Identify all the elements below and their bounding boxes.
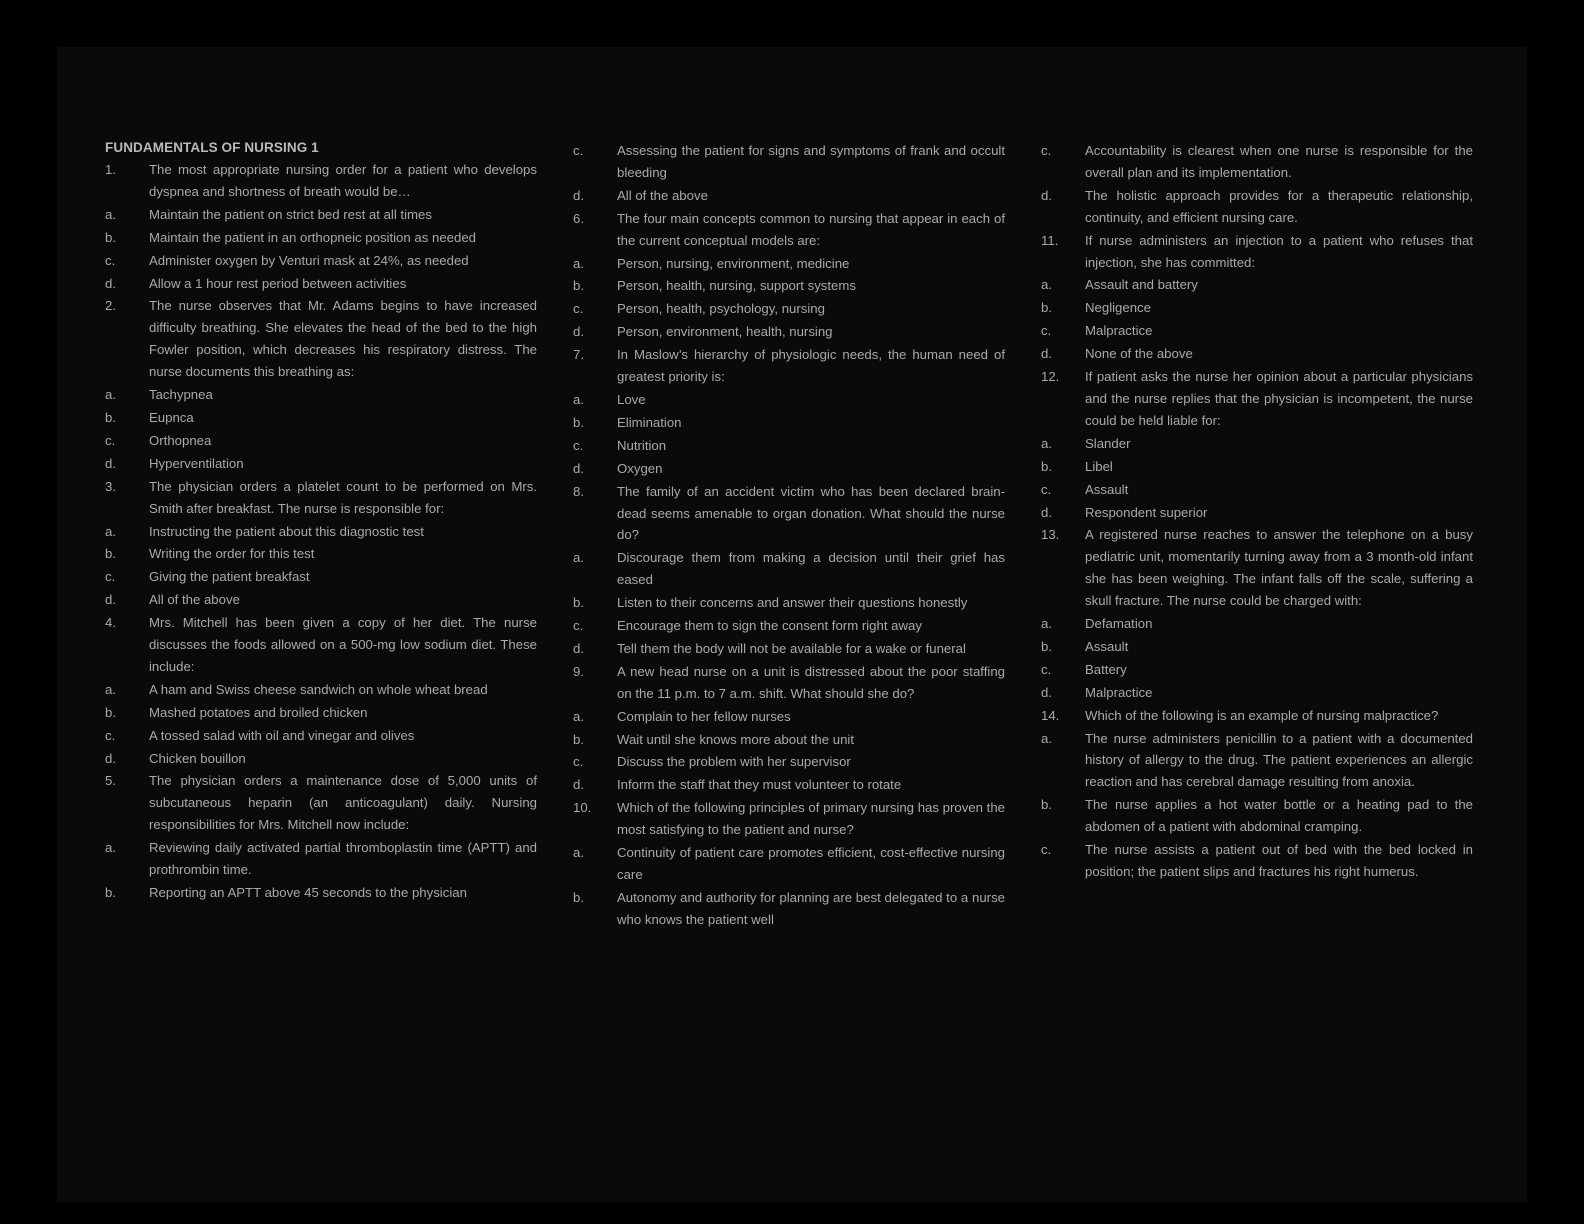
answer-option: [105, 589, 537, 611]
answer-option: [573, 458, 1005, 480]
item-marker: d.: [1041, 684, 1052, 700]
item-text: All of the above: [149, 592, 240, 608]
question-item: [573, 797, 1005, 841]
item-text: Allow a 1 hour rest period between activities: [149, 275, 407, 291]
item-text: Person, nursing, environment, medicine: [617, 255, 850, 271]
column-2: [573, 140, 1005, 932]
item-marker: a.: [573, 391, 584, 407]
item-marker: b.: [573, 889, 584, 905]
item-text: Person, environment, health, nursing: [617, 324, 833, 340]
answer-option: [1041, 502, 1473, 524]
question-item: [573, 344, 1005, 388]
item-marker: 12.: [1041, 369, 1060, 385]
item-marker: d.: [573, 324, 584, 340]
answer-option: [1041, 794, 1473, 838]
item-text: Orthopnea: [149, 432, 212, 448]
question-item: [1041, 366, 1473, 432]
item-marker: a.: [1041, 616, 1052, 632]
item-text: The four main concepts common to nursing that appear in each of the current conceptual models are:: [617, 210, 1005, 248]
item-marker: b.: [1041, 638, 1052, 654]
item-marker: b.: [105, 704, 116, 720]
item-marker: 6.: [573, 210, 584, 226]
item-text: Reporting an APTT above 45 seconds to the physician: [149, 885, 467, 900]
item-text: In Maslow’s hierarchy of physiologic needs, the human need of greatest priority is:: [617, 347, 1005, 385]
item-marker: d.: [573, 777, 584, 793]
answer-option: [573, 140, 1005, 184]
item-text: Mashed potatoes and broiled chicken: [149, 704, 368, 720]
answer-option: [105, 882, 537, 904]
item-text: A new head nurse on a unit is distressed about the poor staffing on the 11 p.m. to 7 a.m. shift. What should she do?: [617, 663, 1005, 701]
item-text: The nurse observes that Mr. Adams begins to have increased difficulty breathing. She elevates the head of the bed to the high Fowler position, which decreases his respiratory distress. The nurse documents this breathing as:: [149, 298, 537, 380]
item-marker: c.: [105, 252, 116, 268]
answer-option: [573, 435, 1005, 457]
item-marker: c.: [1041, 323, 1052, 339]
item-marker: b.: [573, 278, 584, 294]
item-text: Which of the following principles of primary nursing has proven the most satisfying to the patient and nurse?: [617, 800, 1005, 838]
answer-option: [1041, 274, 1473, 296]
item-text: The holistic approach provides for a therapeutic relationship, continuity, and efficient nursing care.: [1085, 187, 1473, 225]
answer-option: [105, 748, 537, 770]
question-item: [105, 770, 537, 836]
item-text: Slander: [1085, 435, 1131, 451]
item-text: Tell them the body will not be available for a wake or funeral: [617, 640, 966, 656]
answer-option: [1041, 433, 1473, 455]
answer-option: [1041, 297, 1473, 319]
item-marker: b.: [1041, 797, 1052, 813]
question-item: [573, 481, 1005, 547]
item-text: Elimination: [617, 414, 682, 430]
answer-option: [573, 592, 1005, 614]
item-text: Person, health, psychology, nursing: [617, 301, 825, 317]
item-text: Maintain the patient on strict bed rest at all times: [149, 206, 432, 222]
item-text: Defamation: [1085, 616, 1153, 632]
answer-option: [1041, 456, 1473, 478]
item-text: Instructing the patient about this diagnostic test: [149, 523, 424, 539]
answer-option: [1041, 682, 1473, 704]
item-text: The nurse administers penicillin to a patient with a documented history of allergy to the drug. The patient experiences an allergic reaction and has cerebral damage resulting from anoxia.: [1085, 730, 1473, 790]
answer-option: [573, 842, 1005, 886]
item-text: Assault: [1085, 638, 1129, 654]
item-marker: c.: [573, 301, 584, 317]
item-text: Oxygen: [617, 460, 663, 476]
item-text: Which of the following is an example of nursing malpractice?: [1085, 707, 1439, 723]
item-text: A ham and Swiss cheese sandwich on whole wheat bread: [149, 681, 488, 697]
item-text: Complain to her fellow nurses: [617, 708, 791, 724]
item-marker: c.: [573, 618, 584, 634]
item-marker: d.: [573, 640, 584, 656]
item-marker: 11.: [1041, 232, 1059, 248]
item-text: The nurse applies a hot water bottle or a heating pad to the abdomen of a patient with abdominal cramping.: [1085, 797, 1473, 835]
item-marker: b.: [105, 885, 116, 900]
item-marker: d.: [1041, 346, 1052, 362]
item-marker: c.: [1041, 481, 1052, 497]
item-text: Nutrition: [617, 437, 667, 453]
answer-option: [105, 725, 537, 747]
answer-option: [573, 298, 1005, 320]
item-text: Mrs. Mitchell has been given a copy of her diet. The nurse discusses the foods allowed on a 500-mg low sodium diet. These include:: [149, 615, 537, 674]
item-text: The physician orders a platelet count to be performed on Mrs. Smith after breakfast. The nurse is responsible for:: [149, 478, 537, 516]
item-text: The nurse assists a patient out of bed with the bed locked in position; the patient slips and fractures his right humerus.: [1085, 842, 1473, 879]
item-text: None of the above: [1085, 346, 1193, 362]
answer-option: [105, 837, 537, 881]
item-marker: a.: [573, 845, 584, 861]
answer-option: [1041, 343, 1473, 365]
item-text: Negligence: [1085, 300, 1151, 316]
item-marker: a.: [573, 255, 584, 271]
item-text: Person, health, nursing, support systems: [617, 278, 856, 294]
answer-option: [105, 204, 537, 226]
question-item: [573, 661, 1005, 705]
answer-option: [573, 751, 1005, 773]
answer-option: [105, 384, 537, 406]
item-marker: a.: [105, 206, 116, 222]
item-text: Discourage them from making a decision until their grief has eased: [617, 550, 1005, 588]
answer-option: [573, 729, 1005, 751]
answer-option: [105, 250, 537, 272]
item-marker: 2.: [105, 298, 116, 314]
answer-option: [573, 185, 1005, 207]
answer-option: [105, 521, 537, 543]
document-page: [57, 47, 1527, 1202]
item-text: Assault and battery: [1085, 277, 1198, 293]
item-text: Hyperventilation: [149, 455, 244, 471]
item-marker: d.: [1041, 504, 1052, 520]
answer-option: [105, 702, 537, 724]
item-marker: a.: [1041, 435, 1052, 451]
item-text: Encourage them to sign the consent form right away: [617, 618, 922, 634]
answer-option: [1041, 839, 1473, 883]
item-text: Maintain the patient in an orthopneic position as needed: [149, 229, 476, 245]
item-text: Administer oxygen by Venturi mask at 24%, as needed: [149, 252, 469, 268]
item-text: Accountability is clearest when one nurse is responsible for the overall plan and its implementation.: [1085, 143, 1473, 180]
item-text: Malpractice: [1085, 684, 1153, 700]
item-marker: 14.: [1041, 707, 1060, 723]
item-marker: 3.: [105, 478, 116, 494]
item-marker: a.: [105, 523, 116, 539]
item-text: Assessing the patient for signs and symptoms of frank and occult bleeding: [617, 143, 1005, 180]
item-marker: c.: [573, 754, 584, 770]
item-marker: c.: [105, 432, 116, 448]
question-item: [105, 159, 537, 203]
item-marker: c.: [1041, 143, 1052, 158]
item-marker: d.: [1041, 187, 1052, 203]
page-title: FUNDAMENTALS OF NURSING 1: [105, 140, 319, 155]
item-text: A tossed salad with oil and vinegar and olives: [149, 727, 415, 743]
question-item: [1041, 230, 1473, 274]
item-text: Giving the patient breakfast: [149, 569, 310, 585]
question-item: [1041, 524, 1473, 612]
answer-option: [105, 430, 537, 452]
item-text: Listen to their concerns and answer their questions honestly: [617, 595, 968, 611]
item-text: Malpractice: [1085, 323, 1153, 339]
item-marker: a.: [1041, 277, 1052, 293]
item-text: Battery: [1085, 661, 1127, 677]
answer-option: [1041, 659, 1473, 681]
answer-option: [105, 566, 537, 588]
item-marker: b.: [1041, 300, 1052, 316]
item-marker: 8.: [573, 483, 584, 499]
item-marker: d.: [105, 275, 116, 291]
item-text: Libel: [1085, 458, 1113, 474]
item-marker: 1.: [105, 162, 116, 177]
item-text: Writing the order for this test: [149, 546, 315, 562]
item-marker: 9.: [573, 663, 584, 679]
item-marker: c.: [1041, 842, 1052, 858]
answer-option: [1041, 185, 1473, 229]
item-text: The physician orders a maintenance dose of 5,000 units of subcutaneous heparin (an anticoagulant) daily. Nursing responsibilities for Mrs. Mitchell now include:: [149, 773, 537, 833]
answer-option: [573, 412, 1005, 434]
item-text: All of the above: [617, 187, 708, 203]
column-3: [1041, 140, 1473, 932]
answer-option: [105, 407, 537, 429]
item-marker: a.: [105, 681, 116, 697]
answer-option: [573, 275, 1005, 297]
item-text: The family of an accident victim who has been declared brain-dead seems amenable to organ donation. What should the nurse do?: [617, 483, 1005, 543]
answer-option: [105, 543, 537, 565]
answer-option: [573, 389, 1005, 411]
answer-option: [573, 887, 1005, 931]
item-marker: a.: [1041, 730, 1052, 746]
item-text: Inform the staff that they must volunteer to rotate: [617, 777, 902, 793]
item-text: Reviewing daily activated partial thromboplastin time (APTT) and prothrombin time.: [149, 840, 537, 878]
question-item: [1041, 705, 1473, 727]
item-marker: a.: [573, 708, 584, 724]
item-marker: 10.: [573, 800, 592, 816]
question-item: [573, 208, 1005, 252]
item-text: Chicken bouillon: [149, 750, 246, 766]
document-body: [105, 140, 1475, 932]
item-text: Love: [617, 391, 646, 407]
answer-option: [1041, 636, 1473, 658]
column-1: [105, 140, 537, 932]
answer-option: [105, 679, 537, 701]
question-item: [105, 476, 537, 520]
answer-option: [1041, 613, 1473, 635]
answer-option: [1041, 479, 1473, 501]
question-item: [105, 612, 537, 678]
item-text: If nurse administers an injection to a patient who refuses that injection, she has committed:: [1085, 232, 1473, 270]
item-marker: b.: [105, 229, 116, 245]
item-text: Autonomy and authority for planning are best delegated to a nurse who knows the patient well: [617, 889, 1005, 927]
item-text: A registered nurse reaches to answer the telephone on a busy pediatric unit, momentarily turning away from a 3 month-old infant she has been weighing. The infant falls off the scale, suffering a skull fracture. The nurse could be charged with:: [1085, 527, 1473, 609]
item-marker: 5.: [105, 773, 116, 789]
item-text: The most appropriate nursing order for a patient who develops dyspnea and shortness of breath would be…: [149, 162, 537, 199]
item-marker: 4.: [105, 615, 116, 631]
item-marker: 13.: [1041, 527, 1060, 543]
item-text: Eupnca: [149, 409, 194, 425]
item-marker: c.: [105, 727, 116, 743]
item-text: Discuss the problem with her supervisor: [617, 754, 851, 770]
item-marker: c.: [105, 569, 116, 585]
answer-option: [105, 227, 537, 249]
answer-option: [573, 253, 1005, 275]
item-marker: a.: [105, 387, 116, 403]
item-text: Wait until she knows more about the unit: [617, 731, 855, 747]
answer-option: [573, 706, 1005, 728]
item-marker: b.: [105, 409, 116, 425]
item-marker: b.: [573, 414, 584, 430]
question-item: [105, 295, 537, 383]
item-marker: d.: [573, 460, 584, 476]
item-marker: a.: [105, 840, 116, 856]
item-marker: d.: [105, 592, 116, 608]
item-marker: b.: [573, 595, 584, 611]
item-marker: c.: [573, 437, 584, 453]
answer-option: [1041, 320, 1473, 342]
item-marker: b.: [1041, 458, 1052, 474]
answer-option: [573, 321, 1005, 343]
item-marker: a.: [573, 550, 584, 566]
item-marker: b.: [105, 546, 116, 562]
answer-option: [573, 547, 1005, 591]
item-text: Continuity of patient care promotes efficient, cost-effective nursing care: [617, 845, 1005, 882]
item-marker: c.: [573, 143, 584, 158]
answer-option: [1041, 140, 1473, 184]
item-text: Assault: [1085, 481, 1129, 497]
item-text: Tachypnea: [149, 387, 213, 403]
answer-option: [105, 273, 537, 295]
item-marker: 7.: [573, 347, 584, 363]
item-marker: b.: [573, 731, 584, 747]
answer-option: [573, 615, 1005, 637]
item-text: Respondent superior: [1085, 504, 1208, 520]
answer-option: [1041, 728, 1473, 794]
item-marker: d.: [573, 187, 584, 203]
answer-option: [105, 453, 537, 475]
answer-option: [573, 774, 1005, 796]
answer-option: [573, 638, 1005, 660]
item-marker: d.: [105, 455, 116, 471]
item-marker: c.: [1041, 661, 1052, 677]
item-marker: d.: [105, 750, 116, 766]
item-text: If patient asks the nurse her opinion about a particular physicians and the nurse replies that the physician is incompetent, the nurse could be held liable for:: [1085, 369, 1473, 428]
